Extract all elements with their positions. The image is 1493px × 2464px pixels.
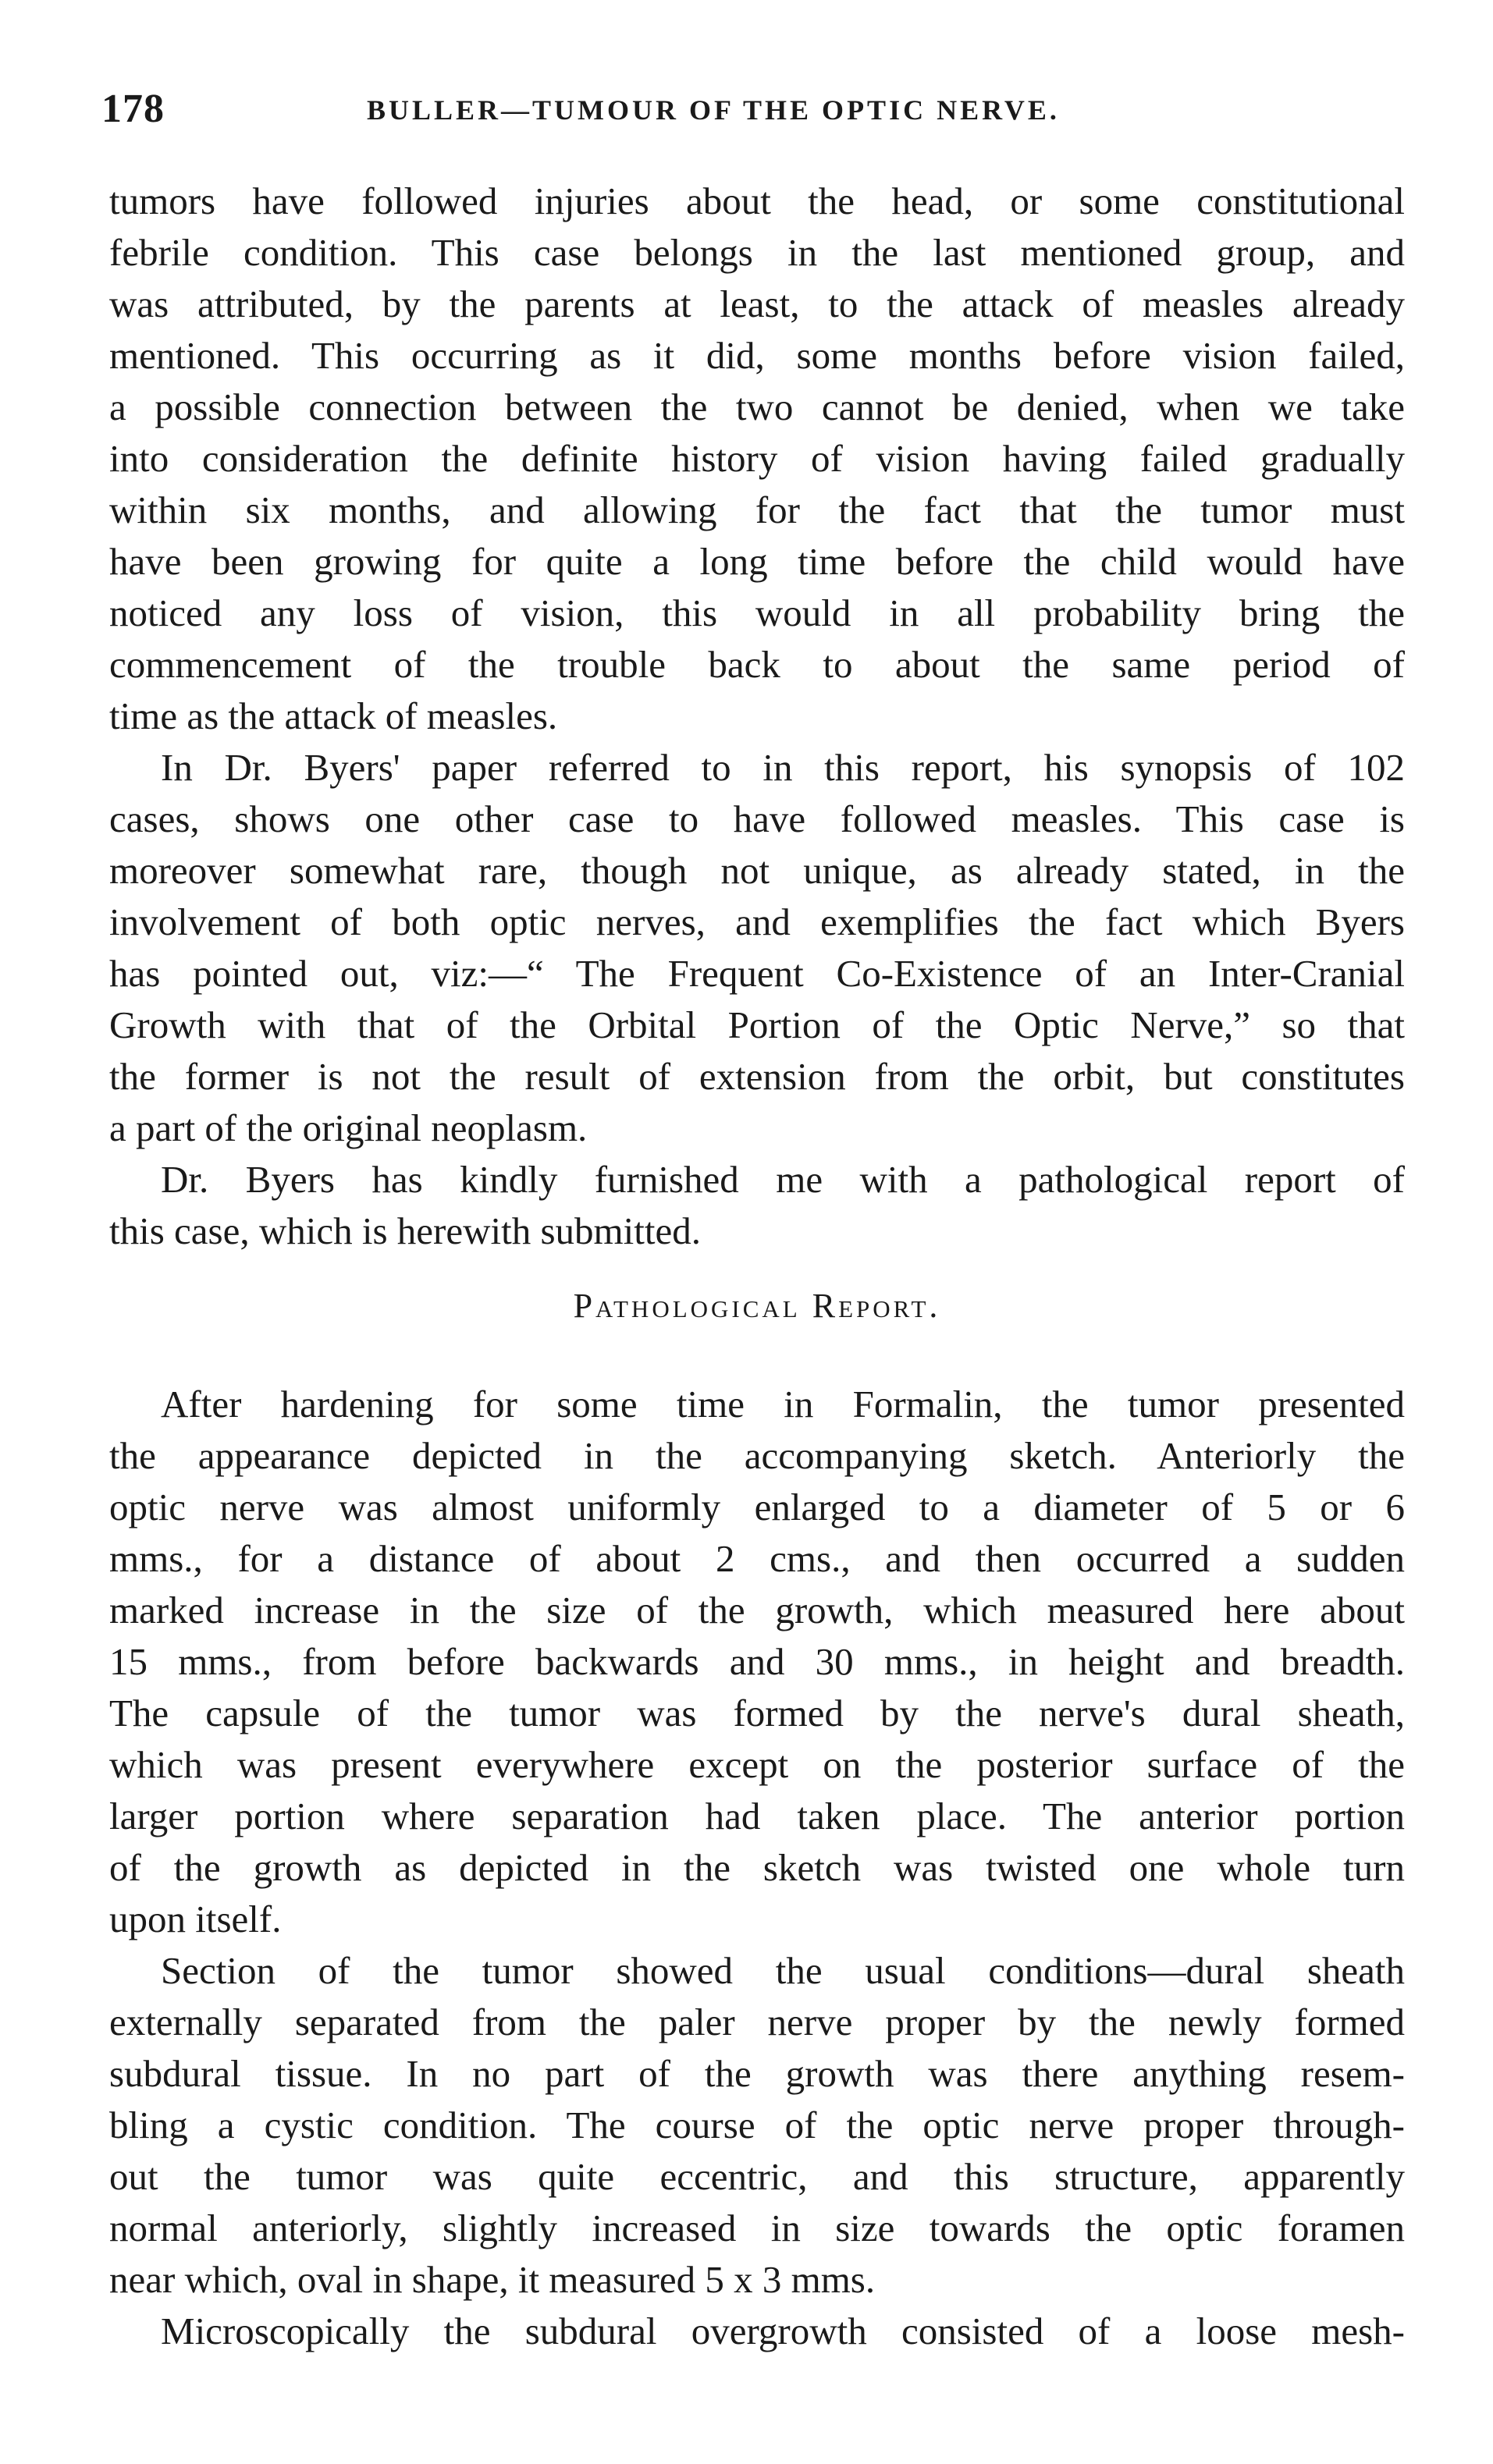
- text-line: In Dr. Byers' paper referred to in this report, his synopsis of 102: [161, 746, 1405, 789]
- text-line: Growth with that of the Orbital Portion of the Optic Nerve,” so that: [109, 1003, 1405, 1046]
- text-line: After hardening for some time in Formalin, the tumor presented: [161, 1383, 1405, 1425]
- paragraph-3: [109, 1154, 1405, 1257]
- report-paragraph-3: [109, 2306, 1405, 2357]
- body-text: [109, 176, 1405, 2357]
- text-line: the appearance depicted in the accompanying sketch. Anteriorly the: [109, 1434, 1405, 1477]
- text-line: noticed any loss of vision, this would in all probability bring the: [109, 591, 1405, 634]
- text-line: this case, which is herewith submitted.: [109, 1209, 701, 1252]
- text-line: out the tumor was quite eccentric, and this structure, apparently: [109, 2155, 1405, 2198]
- page-number: 178: [101, 87, 165, 131]
- text-line: have been growing for quite a long time before the child would have: [109, 540, 1405, 583]
- text-line: normal anteriorly, slightly increased in size towards the optic foramen: [109, 2207, 1405, 2249]
- text-line: near which, oval in shape, it measured 5 x 3 mms.: [109, 2258, 876, 2301]
- text-line: larger portion where separation had taken place. The anterior portion: [109, 1795, 1405, 1837]
- paragraph-2: [109, 742, 1405, 1154]
- text-line: a possible connection between the two cannot be denied, when we take: [109, 385, 1405, 428]
- text-line: marked increase in the size of the growth, which measured here about: [109, 1589, 1405, 1631]
- text-line: involvement of both optic nerves, and exemplifies the fact which Byers: [109, 900, 1405, 943]
- running-head: BULLER—TUMOUR OF THE OPTIC NERVE.: [367, 94, 1060, 126]
- text-line: febrile condition. This case belongs in the last mentioned group, and: [109, 231, 1405, 274]
- text-line: upon itself.: [109, 1898, 282, 1940]
- text-line: Section of the tumor showed the usual conditions—dural sheath: [161, 1949, 1405, 1992]
- text-line: the former is not the result of extension from the orbit, but constitutes: [109, 1055, 1405, 1098]
- text-line: Dr. Byers has kindly furnished me with a pathological report of: [161, 1158, 1405, 1201]
- text-line: has pointed out, viz:—“ The Frequent Co-Existence of an Inter-Cranial: [109, 952, 1405, 995]
- text-line: subdural tissue. In no part of the growth was there anything resem-: [109, 2052, 1405, 2095]
- text-line: within six months, and allowing for the fact that the tumor must: [109, 488, 1405, 531]
- paragraph-1: [109, 176, 1405, 742]
- text-line: externally separated from the paler nerve proper by the newly formed: [109, 2001, 1405, 2043]
- text-line: cases, shows one other case to have followed measles. This case is: [109, 797, 1405, 840]
- section-title: Pathological Report.: [573, 1287, 941, 1325]
- text-line: time as the attack of measles.: [109, 694, 558, 737]
- report-paragraph-1: [109, 1379, 1405, 1945]
- text-line: mentioned. This occurring as it did, some months before vision failed,: [109, 334, 1405, 377]
- text-line: commencement of the trouble back to about the same period of: [109, 643, 1405, 686]
- text-line: mms., for a distance of about 2 cms., and then occurred a sudden: [109, 1537, 1405, 1580]
- text-line: Microscopically the subdural overgrowth consisted of a loose mesh-: [161, 2310, 1405, 2352]
- page-header: [101, 86, 1397, 140]
- text-line: into consideration the definite history of vision having failed gradually: [109, 437, 1405, 480]
- text-line: a part of the original neoplasm.: [109, 1106, 588, 1149]
- text-line: tumors have followed injuries about the head, or some constitutional: [109, 179, 1405, 222]
- text-line: optic nerve was almost uniformly enlarged to a diameter of 5 or 6: [109, 1486, 1405, 1528]
- report-paragraph-2: [109, 1945, 1405, 2306]
- text-line: moreover somewhat rare, though not unique, as already stated, in the: [109, 849, 1405, 892]
- text-line: 15 mms., from before backwards and 30 mms., in height and breadth.: [109, 1640, 1405, 1683]
- text-line: of the growth as depicted in the sketch was twisted one whole turn: [109, 1846, 1405, 1889]
- text-line: was attributed, by the parents at least, to the attack of measles already: [109, 282, 1405, 325]
- text-line: The capsule of the tumor was formed by the nerve's dural sheath,: [109, 1692, 1405, 1734]
- text-line: bling a cystic condition. The course of the optic nerve proper through-: [109, 2104, 1405, 2146]
- text-line: which was present everywhere except on the posterior surface of the: [109, 1743, 1405, 1786]
